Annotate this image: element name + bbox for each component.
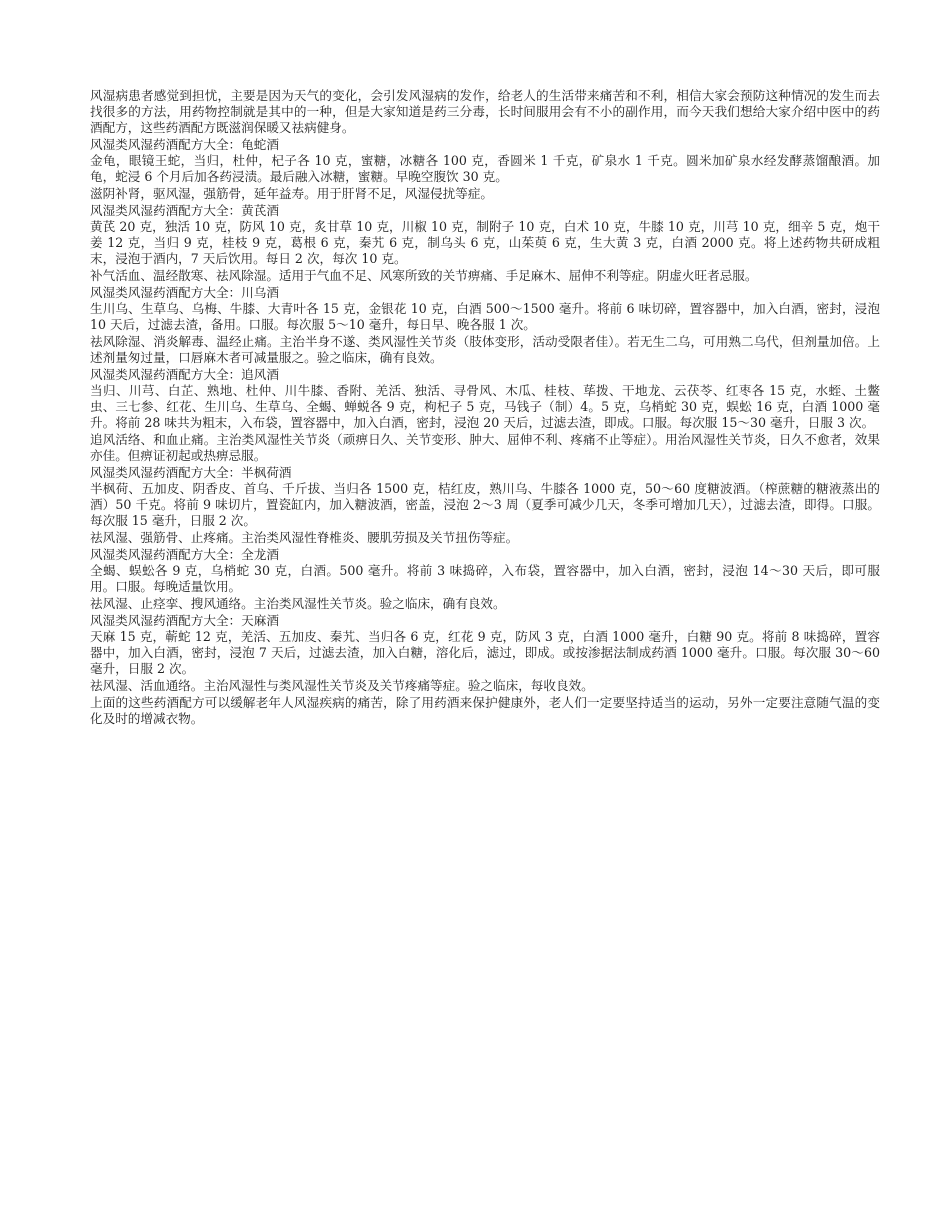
paragraph: 金龟，眼镜王蛇，当归，杜仲，杞子各 10 克，蜜糖，冰糖各 100 克，香圆米 1 千克，矿泉水 1 千克。圆米加矿泉水经发酵蒸馏酿酒。加龟，蛇浸 6 个月后加各药浸渍。最后融入冰糖，蜜糖。早晚空腹饮 30 克。 xyxy=(90,153,880,184)
section-heading: 风湿类风湿药酒配方大全：追风酒 xyxy=(90,367,279,382)
section-heading: 风湿类风湿药酒配方大全：全龙酒 xyxy=(90,547,279,562)
paragraph: 祛风湿、强筋骨、止疼痛。主治类风湿性脊椎炎、腰肌劳损及关节扭伤等症。 xyxy=(90,530,519,545)
paragraph: 生川乌、生草乌、乌梅、牛膝、大青叶各 15 克，金银花 10 克，白酒 500～1500 毫升。将前 6 味切碎，置容器中，加入白酒，密封，浸泡 10 天后，过滤去渣，备用。口服。每次服 5～10 毫升，每日早、晚各服 1 次。 xyxy=(90,301,880,332)
paragraph: 滋阴补肾，驱风湿，强筋骨，延年益寿。用于肝肾不足，风湿侵扰等症。 xyxy=(90,186,493,201)
paragraph: 当归、川芎、白芷、熟地、杜仲、川牛膝、香附、羌活、独活、寻骨风、木瓜、桂枝、荜拨、干地龙、云茯苓、红枣各 15 克，水蛭、土鳖虫、三七参、红花、生川乌、生草乌、全蝎、蝉蜕各 9 克，枸杞子 5 克，马钱子（制）4。5 克，乌梢蛇 30 克，蜈蚣 16 克，白酒 1000 毫升。将前 28 味共为粗末，入布袋，置容器中，加入白酒，密封，浸泡 20 天后，过滤去渣，即成。口服。每次服 15～30 毫升，日服 3 次。 xyxy=(90,383,880,430)
paragraph: 全蝎、蜈蚣各 9 克，乌梢蛇 30 克，白酒。500 毫升。将前 3 味捣碎，入布袋，置容器中，加入白酒，密封，浸泡 14～30 天后，即可服用。口服。每晚适量饮用。 xyxy=(90,563,880,594)
document-body xyxy=(90,88,880,728)
paragraph: 半枫荷、五加皮、阴香皮、首乌、千斤拔、当归各 1500 克，桔红皮，熟川乌、牛膝各 1000 克，50～60 度糖波酒。（榨蔗糖的糖液蒸出的酒）50 千克。将前 9 味切片，置瓷缸内，加入糖波酒，密盖，浸泡 2～3 周（夏季可减少几天，冬季可增加几天），过滤去渣，即得。口服。每次服 15 毫升，日服 2 次。 xyxy=(90,481,880,528)
section-heading: 风湿类风湿药酒配方大全：半枫荷酒 xyxy=(90,465,292,480)
section-heading: 风湿类风湿药酒配方大全：龟蛇酒 xyxy=(90,137,279,152)
paragraph: 祛风湿、止痉挛、搜风通络。主治类风湿性关节炎。验之临床，确有良效。 xyxy=(90,596,506,611)
paragraph: 追风活络、和血止痛。主治类风湿性关节炎（顽痹日久、关节变形、肿大、屈伸不利、疼痛不止等症）。用治风湿性关节炎，日久不愈者，效果亦佳。但痹证初起或热痹忌服。 xyxy=(90,432,880,463)
paragraph: 祛风除湿、消炎解毒、温经止痛。主治半身不遂、类风湿性关节炎（肢体变形，活动受限者佳）。若无生二乌，可用熟二乌代，但剂量加倍。上述剂量匆过量，口唇麻木者可减量服之。验之临床，确有良效。 xyxy=(90,334,880,365)
section-heading: 风湿类风湿药酒配方大全：黄芪酒 xyxy=(90,203,279,218)
section-heading: 风湿类风湿药酒配方大全：天麻酒 xyxy=(90,613,279,628)
paragraph: 上面的这些药酒配方可以缓解老年人风湿疾病的痛苦，除了用药酒来保护健康外，老人们一定要坚持适当的运动，另外一定要注意随气温的变化及时的增减衣物。 xyxy=(90,695,880,726)
paragraph: 天麻 15 克，蕲蛇 12 克，羌活、五加皮、秦艽、当归各 6 克，红花 9 克，防风 3 克，白酒 1000 毫升，白糖 90 克。将前 8 味捣碎，置容器中，加入白酒，密封，浸泡 7 天后，过滤去渣，加入白糖，溶化后，滤过，即成。或按渗据法制成药酒 1000 毫升。口服。每次服 30～60 毫升，日服 2 次。 xyxy=(90,629,880,676)
paragraph: 风湿病患者感觉到担忧，主要是因为天气的变化，会引发风湿病的发作，给老人的生活带来痛苦和不利，相信大家会预防这种情况的发生而去找很多的方法，用药物控制就是其中的一种，但是大家知道是药三分毒，长时间服用会有不小的副作用，而今天我们想给大家介绍中医中的药酒配方，这些药酒配方既滋润保暖又祛病健身。 xyxy=(90,88,880,135)
paragraph: 补气活血、温经散寒、祛风除湿。适用于气血不足、风寒所致的关节痹痛、手足麻木、屈伸不利等症。阴虚火旺者忌服。 xyxy=(90,268,758,283)
paragraph: 黄芪 20 克，独活 10 克，防风 10 克，炙甘草 10 克，川椒 10 克，制附子 10 克，白术 10 克，牛膝 10 克，川芎 10 克，细辛 5 克，炮干姜 12 克，当归 9 克，桂枝 9 克，葛根 6 克，秦艽 6 克，制乌头 6 克，山茱萸 6 克，生大黄 3 克，白酒 2000 克。将上述药物共研成粗末，浸泡于酒内，7 天后饮用。每日 2 次，每次 10 克。 xyxy=(90,219,880,266)
paragraph: 祛风湿、活血通络。主治风湿性与类风湿性关节炎及关节疼痛等症。验之临床，每收良效。 xyxy=(90,678,594,693)
section-heading: 风湿类风湿药酒配方大全：川乌酒 xyxy=(90,285,279,300)
